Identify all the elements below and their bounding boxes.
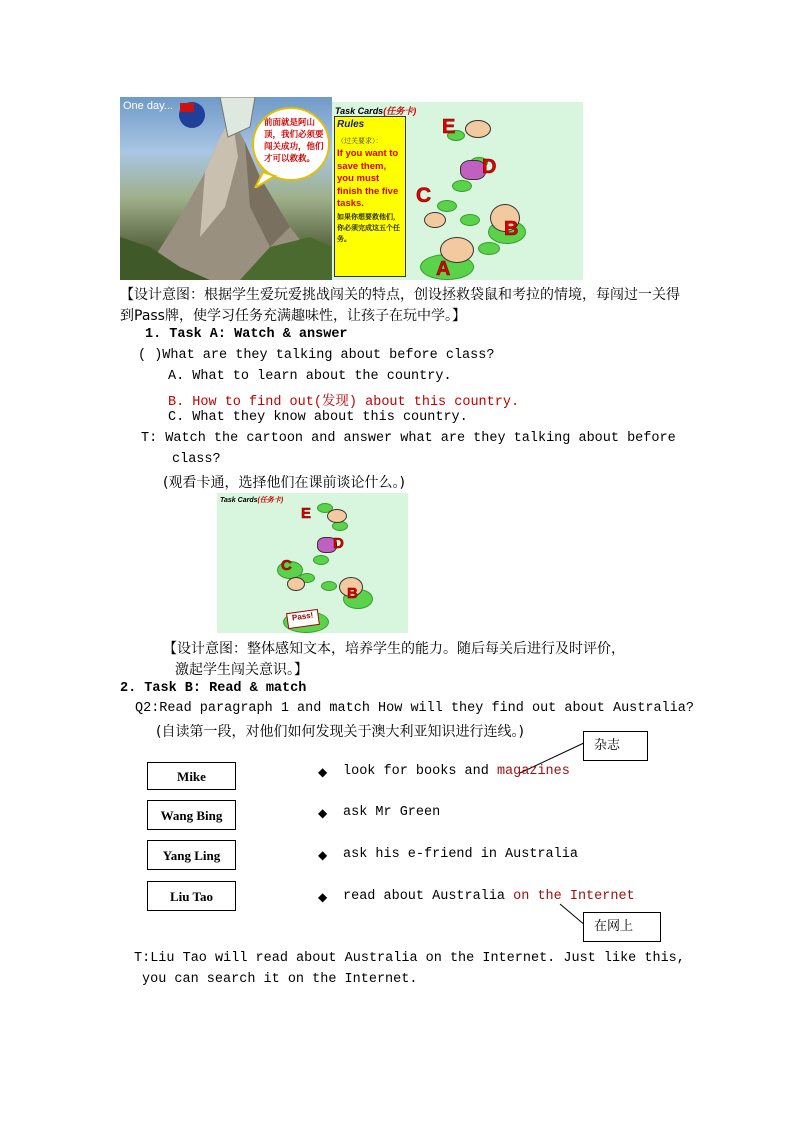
task-letter-c: C [416,184,432,207]
task-letter-a: A [436,258,451,280]
rules-chinese: 如果你想要救他们，你必须完成这五个任务。 [337,212,400,243]
one-day-caption: One day... [123,100,173,112]
task-a-option-c: C. What they know about this country. [168,410,468,425]
activity-item-1-highlight: magazines [496,764,570,779]
pass-sign: Pass! [286,609,320,629]
task-b-heading: 2. Task B: Read & match [120,681,307,696]
task-a-option-a: A. What to learn about the country. [168,369,452,384]
rules-english: If you want to save them, you must finish the five tasks. [337,148,399,209]
bullet-diamond: ◆ [318,806,328,820]
activity-item-2-text: ask Mr Green [343,805,441,820]
task-letter-b: B [504,218,519,240]
rules-title: Rules [337,119,365,130]
task-cards-title-2-cn: (任务卡) [257,497,284,504]
task-letter-c: C [281,557,292,574]
task-cards-title-en: Task Cards [335,106,384,116]
design-intent-1: 【设计意图：根据学生爱玩爱挑战闯关的特点，创设拯救袋鼠和考拉的情境，每闯过一关得到Pass牌，使学习任务充满趣味性，让孩子在玩中学。】 [120,287,680,324]
task-letter-e: E [442,116,456,138]
name-box-liu-tao[interactable]: Liu Tao [147,881,236,911]
task-a-heading: 1. Task A: Watch & answer [145,327,348,342]
activity-item-4[interactable] [343,889,635,904]
task-cards-title-cn: (任务卡) [383,106,417,116]
closing-line-2: you can search it on the Internet. [142,972,418,987]
name-box-wang-bing[interactable]: Wang Bing [147,800,236,830]
design-intent-2-line-1: 【设计意图：整体感知文本，培养学生的能力。随后每关后进行及时评价， [163,641,625,657]
task-a-teacher-line-2: class? [172,452,221,467]
activity-item-1[interactable] [343,764,570,779]
activity-item-3-text: ask his e-friend in Australia [343,847,578,862]
bullet-diamond: ◆ [318,848,328,862]
name-box-mike[interactable]: Mike [147,762,236,790]
task-cards-title-2-en: Task Cards [220,497,258,504]
task-letter-e: E [301,505,312,522]
activity-item-4-text: read about Australia [343,889,514,904]
note-internet: 在网上 [583,912,661,942]
task-letter-d: D [482,156,497,178]
activity-item-2[interactable] [343,805,440,820]
activity-item-3[interactable] [343,847,578,862]
task-letter-d: D [333,535,344,552]
bullet-diamond: ◆ [318,765,328,779]
task-b-question: Q2:Read paragraph 1 and match How will they find out about Australia? [135,701,694,716]
task-a-option-b: B. How to find out(发现) about this country. [168,395,520,410]
closing-line-1: T:Liu Tao will read about Australia on the Internet. Just like this, [134,951,685,966]
task-a-question: ( )What are they talking about before class? [138,348,495,363]
activity-item-1-text: look for books and [343,764,497,779]
name-box-yang-ling[interactable]: Yang Ling [147,840,236,870]
task-b-chinese-note: (自读第一段，对他们如何发现关于澳大利亚知识进行连线。) [156,724,524,740]
task-a-teacher-line: T: Watch the cartoon and answer what are they talking about before [141,431,676,446]
activity-item-4-highlight: on the Internet [513,889,635,904]
task-a-chinese-note: (观看卡通，选择他们在课前谈论什么。) [163,475,405,491]
rules-subtitle: （过关要求）： [337,137,383,145]
speech-bubble-text: 前面就是阿山顶，我们必须要闯关成功，他们才可以救救。 [264,118,324,164]
task-letter-b: B [347,585,358,602]
bullet-diamond: ◆ [318,890,328,904]
note-magazines: 杂志 [583,731,648,761]
design-intent-2-line-2: 激起学生闯关意识。】 [175,662,308,678]
